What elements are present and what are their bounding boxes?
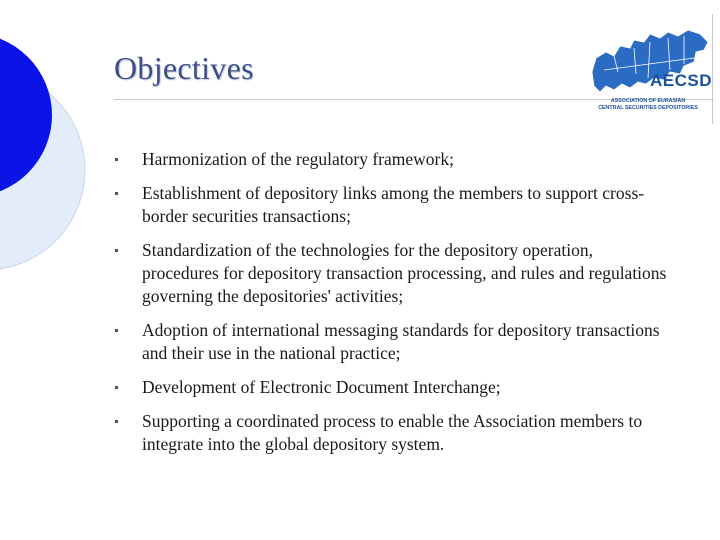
bullet-icon [115, 249, 118, 252]
list-item [112, 239, 672, 308]
bullet-icon [115, 158, 118, 161]
logo-tagline-line2: CENTRAL SECURITIES DEPOSITORIES [598, 104, 698, 111]
logo-divider [712, 14, 713, 124]
list-item-text: Development of Electronic Document Interchange; [142, 377, 501, 397]
bullet-icon [115, 386, 118, 389]
list-item-text: Harmonization of the regulatory framework; [142, 149, 454, 169]
logo-name: AECSD [650, 71, 713, 90]
list-item [112, 182, 672, 228]
objectives-list [112, 148, 672, 467]
logo-tagline-line1: ASSOCIATION OF EURASIAN [610, 98, 686, 104]
list-item-text: Standardization of the technologies for the depository operation, procedures for depository transaction processing, and rules and regulations governing the depositories' activities; [142, 240, 667, 306]
slide-title: Objectives [114, 50, 254, 86]
list-item [112, 410, 672, 456]
list-item-text: Supporting a coordinated process to enable the Association members to integrate into the global depository system. [142, 411, 643, 454]
list-item [112, 376, 672, 399]
list-item [112, 148, 672, 171]
logo-tagline [586, 98, 710, 111]
list-item [112, 319, 672, 365]
bullet-icon [115, 420, 118, 423]
bullet-icon [115, 329, 118, 332]
list-item-text: Adoption of international messaging standards for depository transactions and their use in the national practice; [142, 320, 660, 363]
bullet-icon [115, 192, 118, 195]
list-item-text: Establishment of depository links among the members to support cross-border securities transactions; [142, 183, 645, 226]
decorative-circles [0, 0, 120, 300]
